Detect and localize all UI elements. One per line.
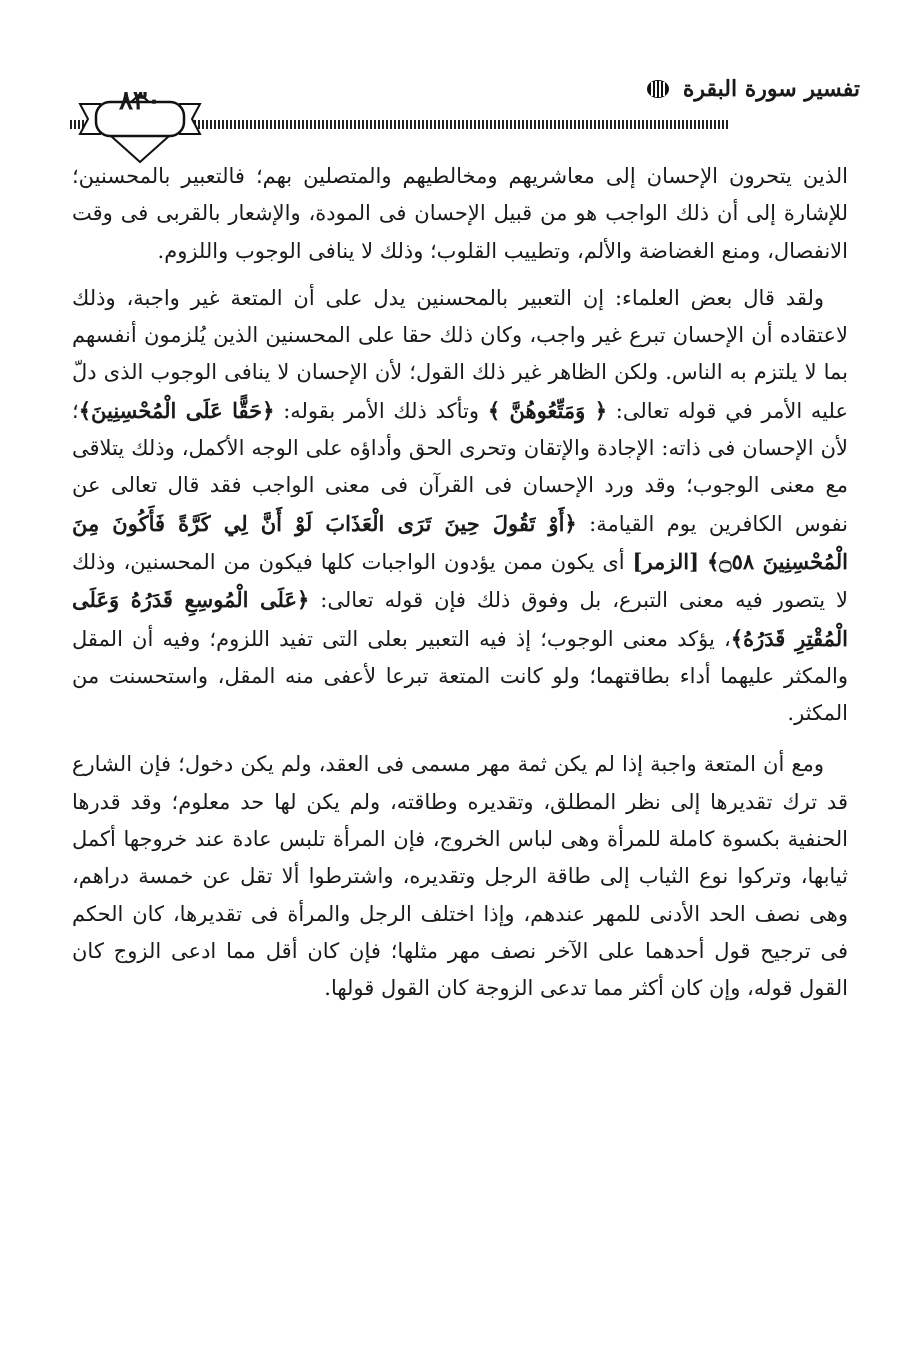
quran-verse-2: ﴿حَقًّا عَلَى الْمُحْسِنِينَ﴾ xyxy=(78,397,275,423)
paragraph-2-text-a: ولقد قال بعض العلماء: إن التعبير بالمحسنين يدل على أن المتعة غير واجبة، وذلك لاعتقاده أن الإحسان تبرع غير واجب، وكان ذلك حقا على المحسنين الذين يُلزمون أنفسهم بما لا يلتزم به الناس. ولكن الظاهر غير ذلك القول؛ لأن الإحسان لا ينافى الوجوب الذى دلّ عليه الأمر في قوله تعالى: xyxy=(72,285,848,423)
page-number: ٨٣٠ xyxy=(119,86,161,116)
body-text xyxy=(72,158,848,1008)
paragraph-1-text: الذين يتحرون الإحسان إلى معاشريهم ومخالطيهم والمتصلين بهم؛ فالتعبير بالمحسنين؛ للإشارة إلى أن ذلك الواجب هو من قبيل الإحسان فى المودة، والإشعار بالقربى فى وقت الانفصال، ومنع الغضاضة والألم، وتطييب القلوب؛ وذلك لا ينافى الوجوب واللزوم. xyxy=(72,164,848,263)
running-title: تفسير سورة البقرة xyxy=(682,76,860,102)
paragraph-1 xyxy=(72,158,848,270)
paragraph-2-text-b: وتأكد ذلك الأمر بقوله: xyxy=(274,398,488,423)
paragraph-2-text-e: ، يؤكد معنى الوجوب؛ إذ فيه التعبير بعلى التى تفيد اللزوم؛ وفيه أن المقل والمكثر عليهما أداء بطاقتهما؛ ولو كانت المتعة تبرعا لأعفى منه المقل، واستحسنت من المكثر. xyxy=(72,626,848,726)
quran-verse-1: ﴿ وَمَتِّعُوهُنَّ ﴾ xyxy=(487,397,607,423)
paragraph-2 xyxy=(72,280,848,733)
header-title-group xyxy=(645,76,860,102)
quran-verse-3: ﴿أَوْ تَقُولَ حِينَ تَرَى الْعَذَابَ لَوْ أَنَّ لِي كَرَّةً فَأَكُونَ مِنَ الْمُحْسِنِينَ ۝٥٨﴾ xyxy=(72,510,848,574)
quran-verse-4: ﴿عَلَى الْمُوسِعِ قَدَرُهُ وَعَلَى الْمُقْتِرِ قَدَرُهُ﴾ xyxy=(72,587,848,651)
paragraph-3-text: ومع أن المتعة واجبة إذا لم يكن ثمة مهر مسمى فى العقد، ولم يكن دخول؛ فإن الشارع قد ترك تقديرها إلى نظر المطلق، وتقديره وطاقته، ولم يكن لها حد معلوم؛ وقد قدرها الحنفية بكسوة كاملة للمرأة وهى لباس الخروج، فإن المرأة تلبس عادة عند خروجها أكمل ثيابها، وتركوا نوع الثياب إلى طاقة الرجل وتقديره، واشترطوا ألا تقل عن خمسة دراهم، وهى نصف الحد الأدنى للمهر عندهم، وإذا اختلف الرجل والمرأة فى تقديرها، كان الحكم فى ترجيح قول أحدهما على الآخر نصف مهر مثلها؛ فإن كان أقل مما ادعى الزوج كان القول قوله، وإن كان أكثر مما تدعى الزوجة كان القول قولها. xyxy=(72,752,848,1001)
paragraph-3 xyxy=(72,746,848,1007)
page-header xyxy=(70,68,860,158)
paragraph-2-text-c: ؛ لأن الإحسان فى ذاته: الإجادة والإتقان وتحرى الحق وأداؤه على الوجه الأكمل، وذلك يتلاقى مع معنى الوجوب؛ وقد ورد الإحسان فى القرآن فى معنى الواجب فقد قال تعالى عن نفوس الكافرين يوم القيامة: xyxy=(72,398,848,536)
ornament-icon xyxy=(645,78,671,100)
surah-reference: [الزمر] xyxy=(632,548,700,574)
paragraph-2-text-d: أى يكون ممن يؤدون الواجبات كلها فيكون من المحسنين، وذلك لا يتصور فيه معنى التبرع، بل وفوق ذلك فإن قوله تعالى: xyxy=(72,549,848,613)
